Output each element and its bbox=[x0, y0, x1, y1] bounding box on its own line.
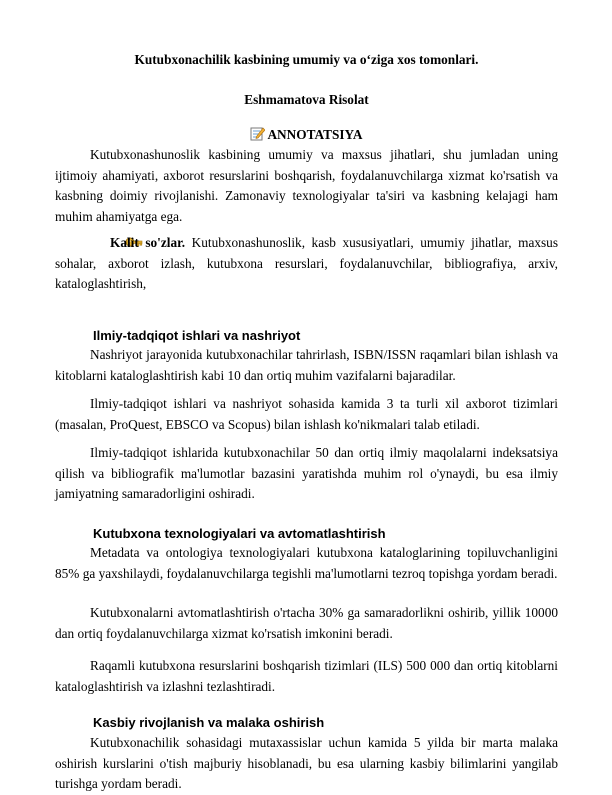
section-research-paragraph-3: Ilmiy-tadqiqot ishlarida kutubxonachilar 50 dan ortiq ilmiy maqolalarni indeksatsiya qilish va bibliografik ma'lumotlar bazasini yaratishda muhim rol o'ynaydi, bu esa ilmiy jamiyatning samaradorligini oshiradi. bbox=[55, 445, 558, 501]
memo-icon bbox=[250, 127, 265, 141]
section-heading-professional-development: Kasbiy rivojlanish va malaka oshirish bbox=[93, 715, 325, 730]
section-heading-technology: Kutubxona texnologiyalari va avtomatlashtirish bbox=[93, 526, 386, 541]
section-heading-research: Ilmiy-tadqiqot ishlari va nashriyot bbox=[93, 328, 301, 343]
keywords-text: Kutubxonashunoslik, kasb xususiyatlari, umumiy jihatlar, maxsus sohalar, axborot izlash, kutubxona resurslari, foydalanuvchilar, bibliografiya, arxiv, kataloglashtirish, bbox=[55, 235, 558, 291]
keywords-label: Kalit so'zlar. bbox=[110, 235, 186, 250]
annotation-text: Kutubxonashunoslik kasbining umumiy va maxsus jihatlari, shu jumladan uning ijtimoiy ahamiyati, axborot resurslarini boshqarish, foydalanuvchilarga xizmat ko'rsatish va kasbning doimiy rivojlanishi. Zamonaviy texnologiyalar ta'siri va kasbning kelajagi ham muhim ahamiyatga ega. bbox=[55, 147, 558, 224]
section-technology-paragraph-3: Raqamli kutubxona resurslarini boshqarish tizimlari (ILS) 500 000 dan ortiq kitoblarni kataloglashtirish va izlashni tezlashtiradi. bbox=[55, 658, 558, 694]
section-technology-paragraph-2: Kutubxonalarni avtomatlashtirish o'rtacha 30% ga samaradorlikni oshirib, yillik 10000 dan ortiq foydalanuvchilarga xizmat ko'rsatish imkonini beradi. bbox=[55, 605, 558, 641]
section-research-paragraph-2: Ilmiy-tadqiqot ishlari va nashriyot sohasida kamida 3 ta turli xil axborot tizimlari (masalan, ProQuest, EBSCO va Scopus) bilan ishlash ko'nikmalari talab etiladi. bbox=[55, 396, 558, 432]
annotation-heading-row bbox=[55, 125, 558, 146]
section-technology-paragraph-1: Metadata va ontologiya texnologiyalari kutubxona kataloglarining topiluvchanligini 85% ga yaxshilaydi, foydalanuvchilarga tegishli ma'lumotlarni tezroq topishga yordam beradi. bbox=[55, 545, 558, 581]
paper-title: Kutubxonachilik kasbining umumiy va o‘ziga xos tomonlari. bbox=[134, 52, 479, 67]
key-icon bbox=[90, 234, 108, 250]
section-research-paragraph-1: Nashriyot jarayonida kutubxonachilar tahrirlash, ISBN/ISSN raqamlari bilan ishlash va kitoblarni kataloglashtirish kabi 10 dan ortiq muhim vazifalarni bajaradilar. bbox=[55, 347, 558, 383]
section-professional-development-paragraph-1: Kutubxonachilik sohasidagi mutaxassislar uchun kamida 5 yilda bir marta malaka oshirish kurslarini o'tish majburiy hisoblanadi, bu esa ularning kasbiy bilimlarini yangilab turishga yordam beradi. bbox=[55, 735, 558, 791]
author-name: Eshmamatova Risolat bbox=[244, 92, 369, 107]
keywords-paragraph bbox=[55, 233, 558, 295]
annotation-heading: ANNOTATSIYA bbox=[267, 127, 363, 142]
